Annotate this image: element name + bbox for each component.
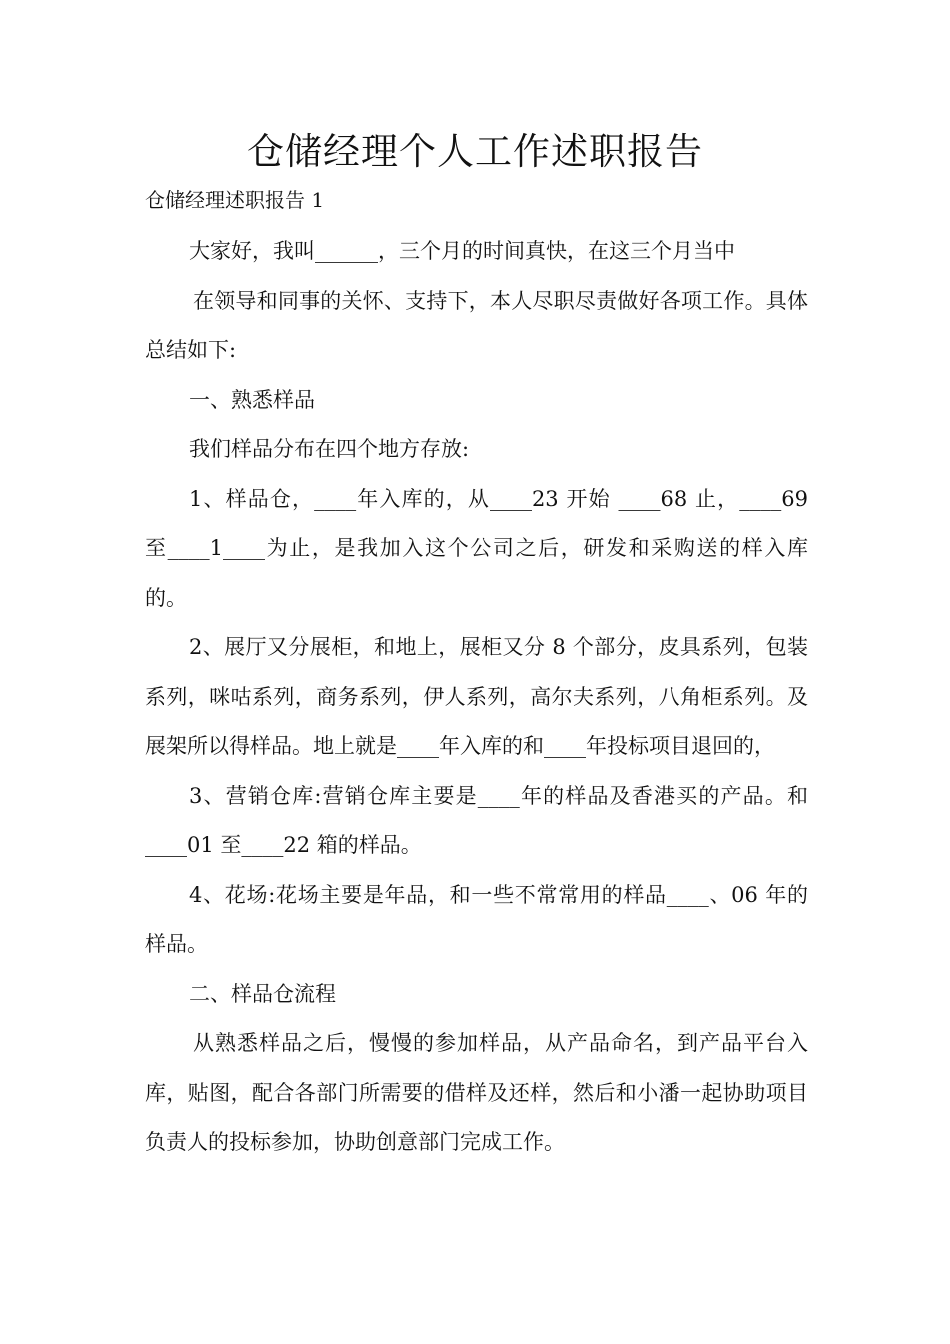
document-body	[145, 227, 808, 1168]
list-item-3: 3、营销仓库:营销仓库主要是____年的样品及香港买的产品。和____01 至____22 箱的样品。	[145, 783, 808, 857]
document-title: 仓储经理个人工作述职报告	[247, 130, 703, 173]
document-subtitle: 仓储经理述职报告 1	[145, 188, 325, 212]
list-item-2: 2、展厅又分展柜，和地上，展柜又分 8 个部分，皮具系列，包装系列，咪咕系列，商务系列，伊人系列，高尔夫系列，八角柜系列。及展架所以得样品。地上就是____年入库的和____年投标项目退回的，	[145, 635, 808, 758]
section-heading-2: 二、样品仓流程	[189, 981, 336, 1006]
list-item-1: 1、样品仓，____年入库的，从____23 开始 ____68 止，____69 至____1____为止，是我加入这个公司之后，研发和采购送的样入库的。	[145, 486, 808, 610]
section-heading-1: 一、熟悉样品	[189, 387, 315, 412]
paragraph-process: 从熟悉样品之后，慢慢的参加样品，从产品命名，到产品平台入库，贴图，配合各部门所需要的借样及还样，然后和小潘一起协助项目负责人的投标参加，协助创意部门完成工作。	[145, 1031, 808, 1154]
paragraph-greeting: 大家好，我叫______，三个月的时间真快，在这三个月当中	[189, 239, 735, 263]
paragraph-sample-locations: 我们样品分布在四个地方存放:	[189, 437, 470, 461]
paragraph-intro: 在领导和同事的关怀、支持下，本人尽职尽责做好各项工作。具体总结如下:	[145, 288, 808, 362]
list-item-4: 4、花场:花场主要是年品，和一些不常常用的样品____、06 年的样品。	[145, 882, 808, 956]
